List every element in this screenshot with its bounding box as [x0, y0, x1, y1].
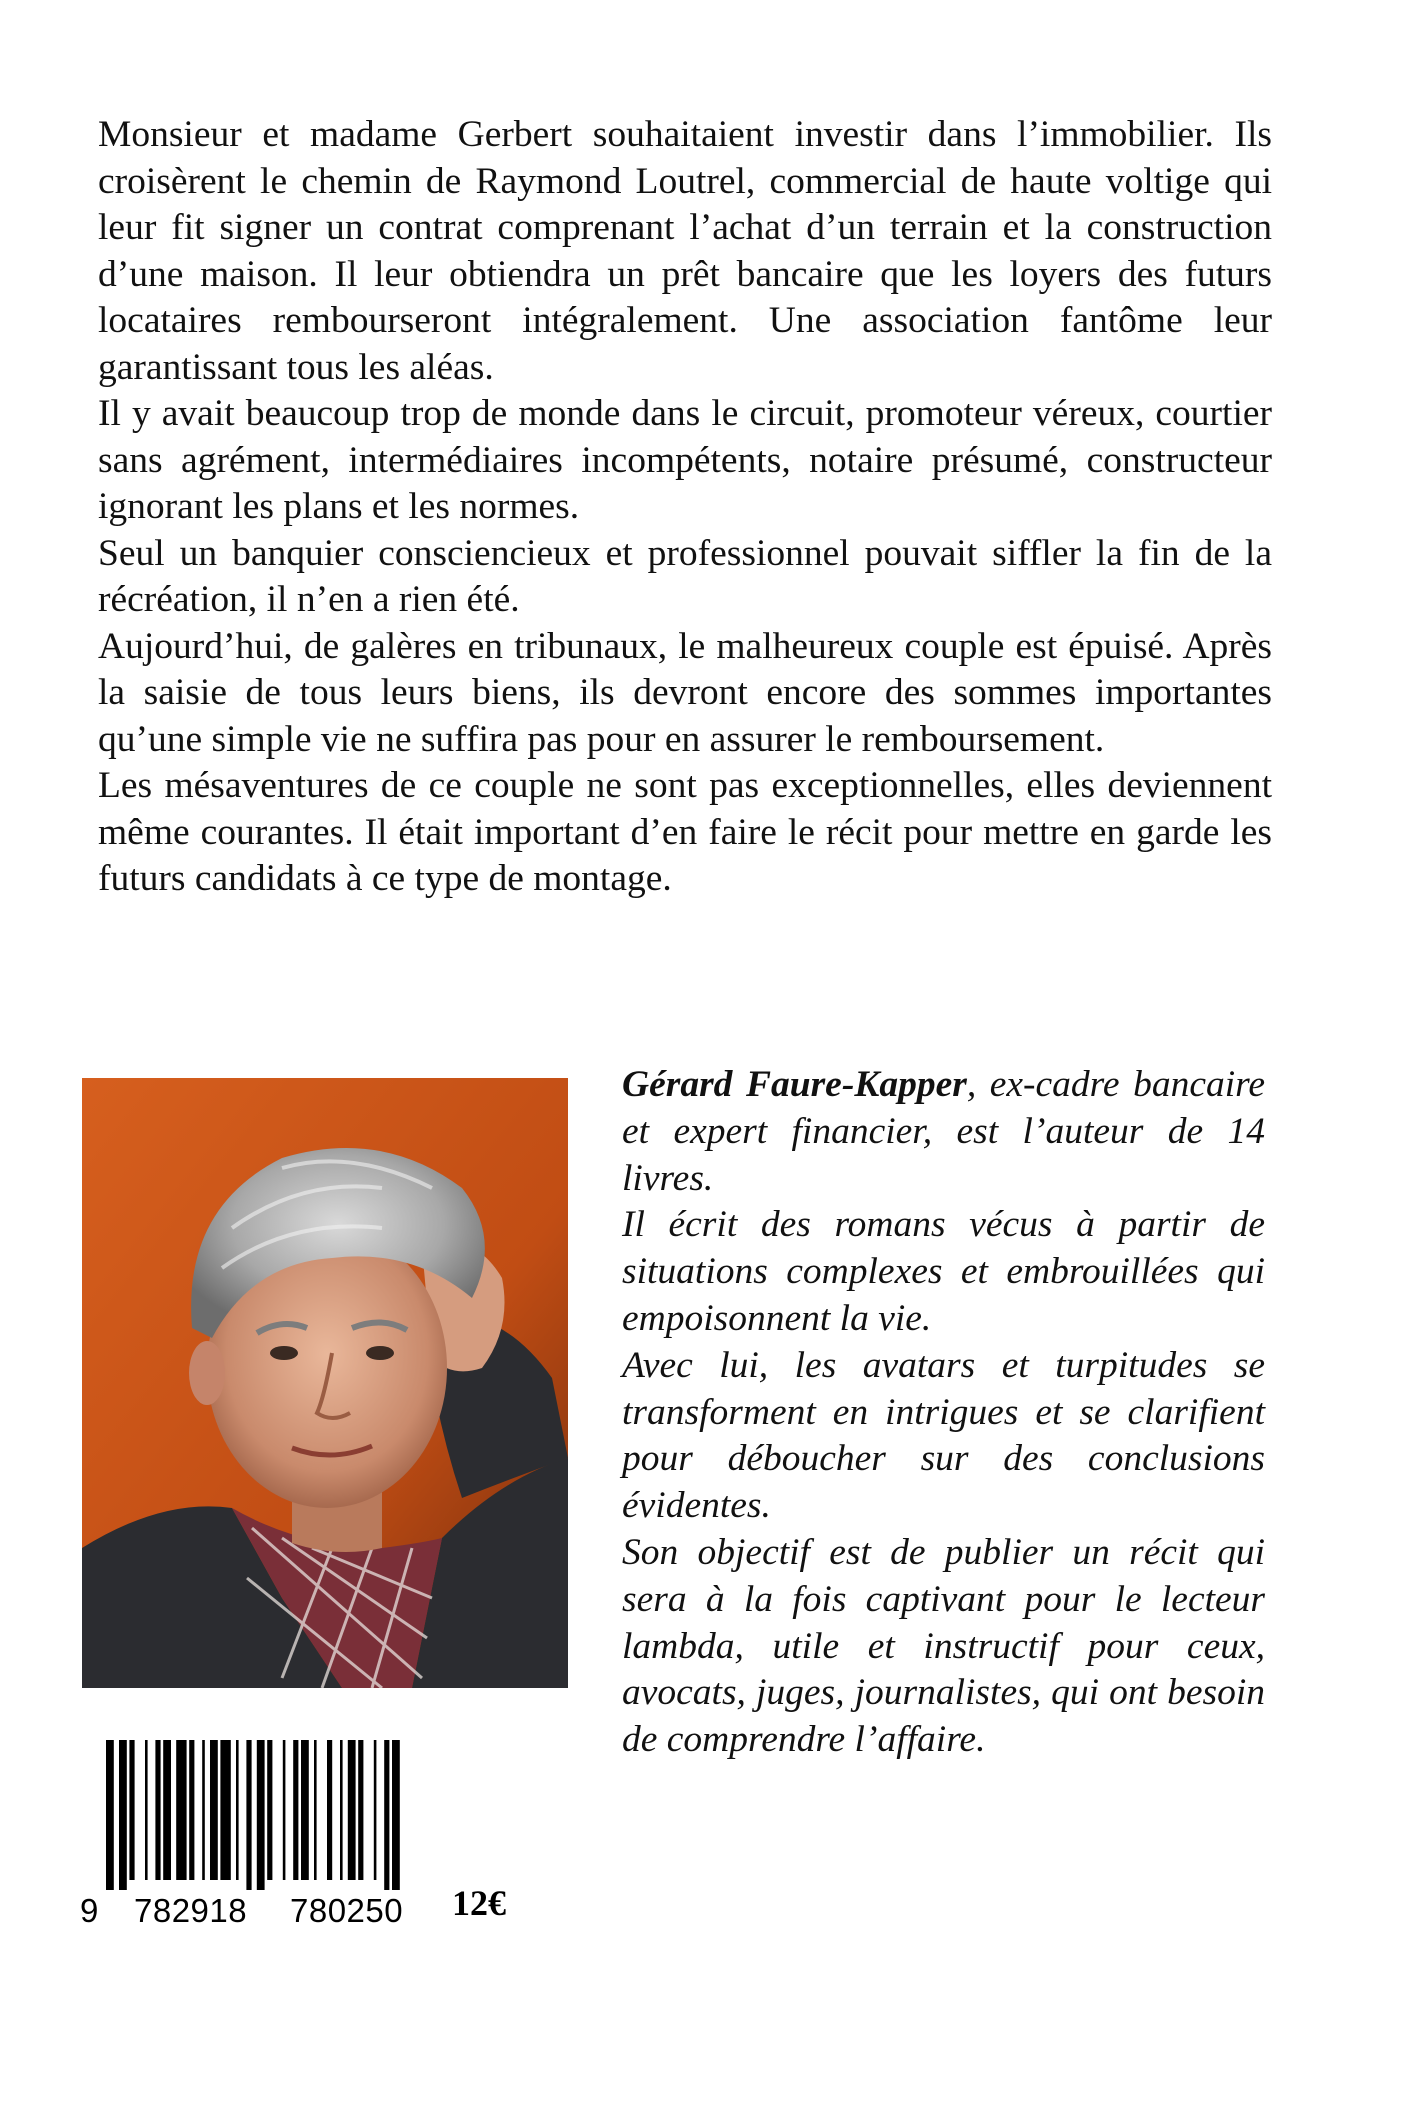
author-portrait-photo	[82, 1078, 568, 1688]
author-bio-paragraph: Il écrit des romans vécus à partir de situations complexes et embrouillées qui empoisonnent la vie.	[622, 1204, 1265, 1339]
price-label: 12€	[452, 1883, 506, 1923]
isbn-digits	[76, 1892, 436, 2044]
barcode-bar	[202, 1740, 205, 1880]
barcode-bar	[327, 1740, 332, 1880]
isbn-digit-group: 780250	[290, 1892, 404, 1929]
synopsis-paragraph: Aujourd’hui, de galères en tribunaux, le malheureux couple est épuisé. Après la saisie de tous leurs biens, ils devront encore des sommes importantes qu’une simple vie ne suffira pas pour en assurer le remboursement.	[98, 625, 1272, 760]
synopsis-paragraph: Les mésaventures de ce couple ne sont pas exceptionnelles, elles deviennent même courantes. Il était important d’en faire le récit pour mettre en garde les futurs candidats à ce type de montage.	[98, 765, 1272, 899]
author-portrait-icon	[82, 1078, 568, 1688]
barcode-bar	[301, 1740, 309, 1880]
barcode-bar	[220, 1740, 230, 1880]
barcode-bar	[176, 1740, 186, 1880]
barcode-bar	[163, 1740, 171, 1880]
barcode-bar	[384, 1740, 389, 1890]
barcode-bar	[189, 1740, 194, 1880]
barcode-bar	[267, 1740, 272, 1880]
synopsis-paragraph: Seul un banquier consciencieux et professionnel pouvait siffler la fin de la récréation, il n’en a rien été.	[98, 532, 1272, 620]
synopsis-paragraph: Il y avait beaucoup trop de monde dans le circuit, promoteur véreux, courtier sans agrément, intermédiaires incompétents, notaire présumé, constructeur ignorant les plans et les normes.	[98, 393, 1272, 527]
barcode-bar	[129, 1740, 134, 1880]
barcode-bar	[358, 1740, 363, 1880]
barcode-bar	[293, 1740, 298, 1880]
barcode-bar	[246, 1740, 251, 1890]
barcode-bar	[106, 1740, 114, 1890]
synopsis-text	[98, 112, 1272, 903]
barcode-bar	[210, 1740, 218, 1880]
author-bio	[622, 1062, 1265, 1764]
barcode-bar	[257, 1740, 265, 1890]
isbn-digit-group: 9	[80, 1892, 99, 1929]
author-bio-intro	[622, 1062, 1265, 1202]
barcode-bar	[392, 1740, 400, 1890]
author-intro-text: , ex-cadre bancaire et expert financier, est l’auteur de 14 livres.	[622, 1064, 1265, 1199]
author-bio-paragraph: Avec lui, les avatars et turpitudes se transforment en intrigues et se clarifient pour déboucher sur des conclusions évidentes.	[622, 1344, 1265, 1527]
barcode-bar	[374, 1740, 377, 1880]
barcode-bar	[340, 1740, 343, 1880]
author-name: Gérard Faure-Kapper	[622, 1064, 967, 1105]
isbn-digit-group: 782918	[134, 1892, 248, 1929]
author-bio-paragraph: Son objectif est de publier un récit qui sera à la fois captivant pour le lecteur lambda, utile et instructif pour ceux, avocats, juges, journalistes, qui ont besoin de comprendre l’affaire.	[622, 1531, 1265, 1761]
barcode-bar	[236, 1740, 239, 1880]
barcode-bar	[145, 1740, 148, 1880]
barcode-icon	[76, 1740, 556, 1890]
barcode-bar	[155, 1740, 160, 1880]
barcode-bar	[283, 1740, 286, 1880]
barcode-bar	[314, 1740, 317, 1880]
barcode-bar	[119, 1740, 127, 1890]
barcode-bar	[348, 1740, 356, 1880]
synopsis-paragraph: Monsieur et madame Gerbert souhaitaient investir dans l’immobilier. Ils croisèrent le chemin de Raymond Loutrel, commercial de haute voltige qui leur fit signer un contrat comprenant l’achat d’un terrain et la construction d’une maison. Il leur obtiendra un prêt bancaire que les loyers des futurs locataires rembourseront intégralement. Une association fantôme leur garantissant tous les aléas.	[98, 114, 1272, 388]
